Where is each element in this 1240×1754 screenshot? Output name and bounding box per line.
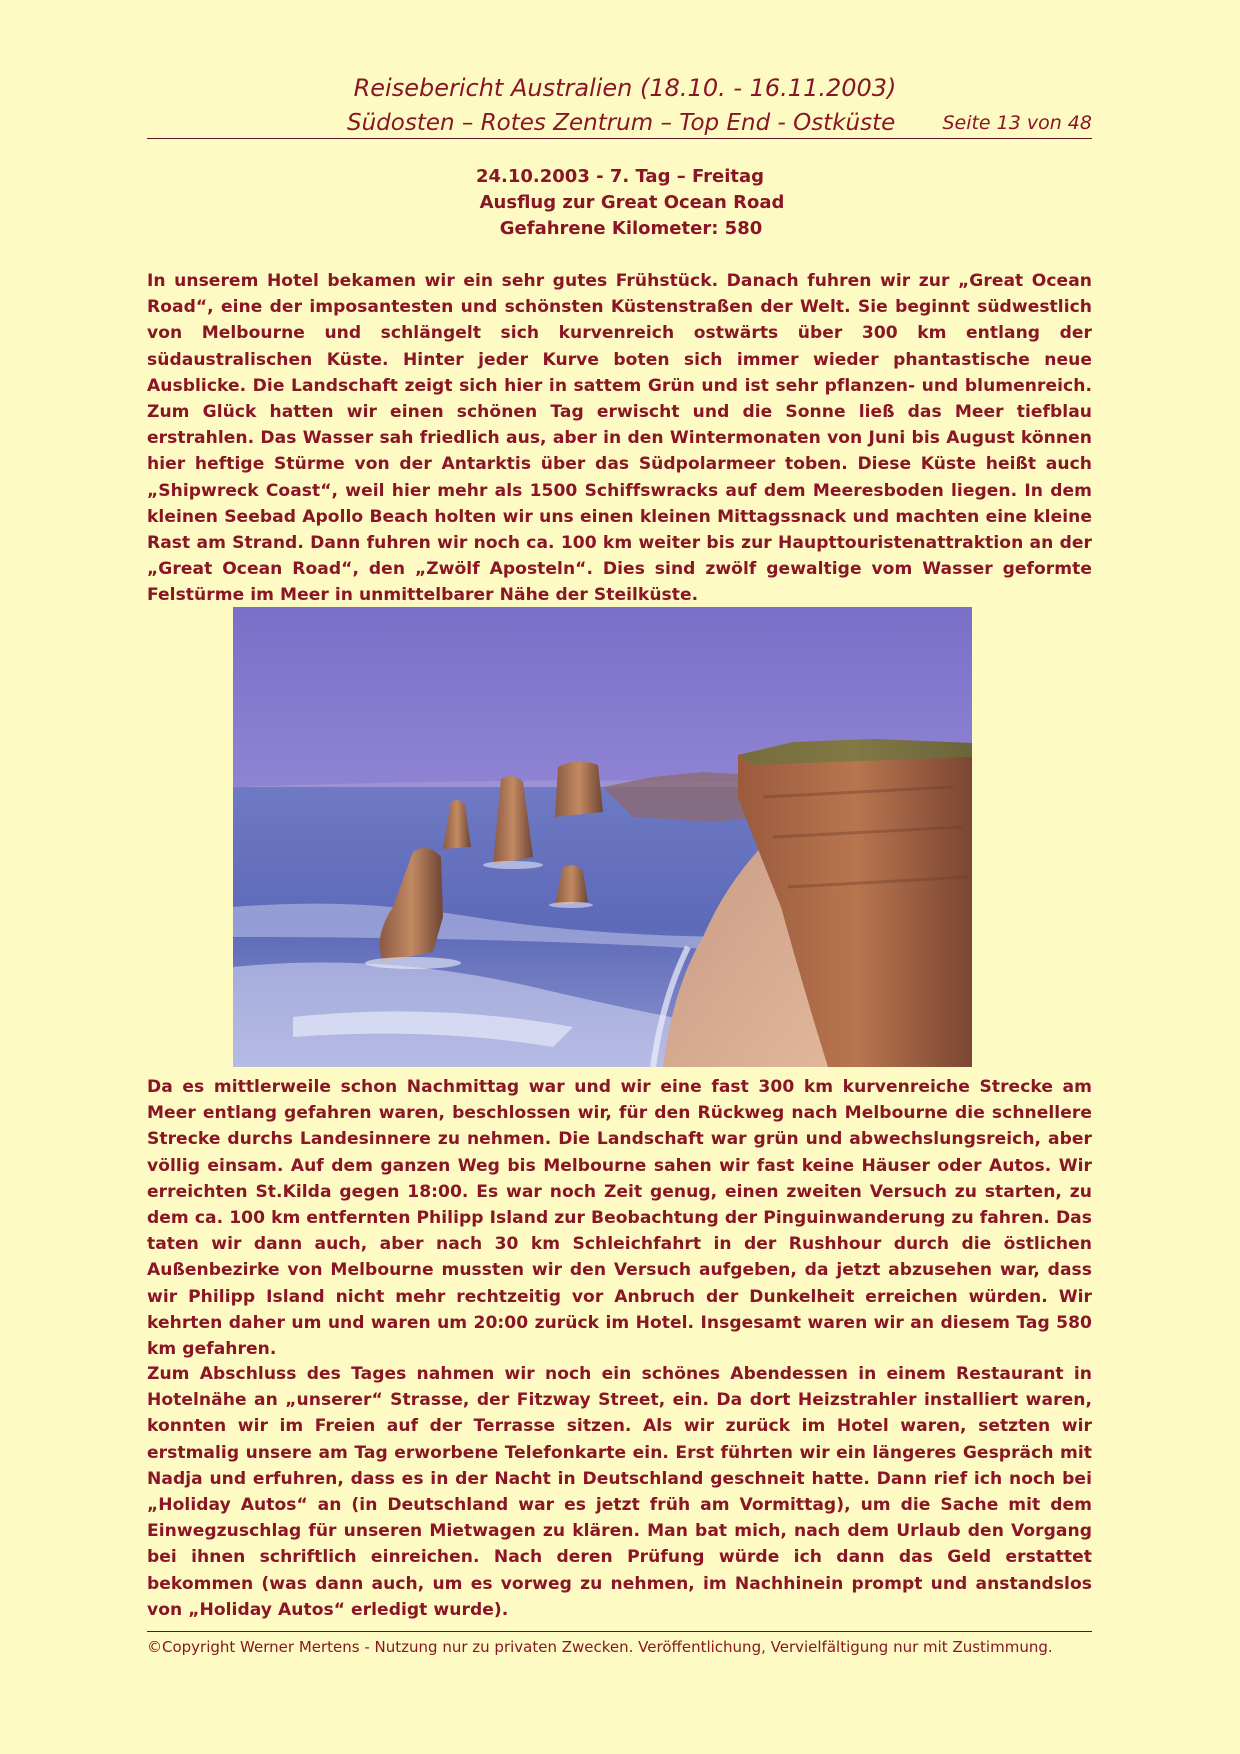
document-subtitle: Südosten – Rotes Zentrum – Top End - Ostküste <box>347 110 896 136</box>
document-title: Reisebericht Australien (18.10. - 16.11.2003) <box>353 74 897 102</box>
copyright-notice: ©Copyright Werner Mertens - Nutzung nur zu privaten Zwecken. Veröffentlichung, Vervielfältigung nur mit Zustimmung. <box>147 1638 1053 1656</box>
day-km-line: Gefahrene Kilometer: 580 <box>499 218 763 239</box>
paragraph-return-trip: Da es mittlerweile schon Nachmittag war und wir eine fast 300 km kurvenreiche Strecke am Meer entlang gefahren waren, beschlossen wir, für den Rückweg nach Melbourne die schnellere Strecke durchs Landesinnere zu nehmen. Die Landschaft war grün und abwechslungsreich, aber völlig einsam. Auf dem ganzen Weg bis Melbourne sahen wir fast keine Häuser oder Autos. Wir erreichten St.Kilda gegen 18:00. Es war noch Zeit genug, einen zweiten Versuch zu starten, zu dem ca. 100 km entfernten Philipp Island zur Beobachtung der Pinguinwanderung zu fahren. Das taten wir dann auch, aber nach 30 km Schleichfahrt in der Rushhour durch die östlichen Außenbezirke von Melbourne mussten wir den Versuch aufgeben, da jetzt abzusehen war, dass wir Philipp Island nicht mehr rechtzeitig vor Anbruch der Dunkelheit erreichen würden. Wir kehrten daher um und waren um 20:00 zurück im Hotel. Insgesamt waren wir an diesem Tag 580 km gefahren. <box>147 1077 1092 1360</box>
day-heading <box>0 164 1240 242</box>
paragraph-morning: In unserem Hotel bekamen wir ein sehr gutes Frühstück. Danach fuhren wir zur „Great Ocean Road“, eine der imposantesten und schönsten Küstenstraßen der Welt. Sie beginnt südwestlich von Melbourne und schlängelt sich kurvenreich ostwärts über 300 km entlang der südaustralischen Küste. Hinter jeder Kurve boten sich immer wieder phantastische neue Ausblicke. Die Landschaft zeigt sich hier in sattem Grün und ist sehr pflanzen- und blumenreich. Zum Glück hatten wir einen schönen Tag erwischt und die Sonne ließ das Meer tiefblau erstrahlen. Das Wasser sah friedlich aus, aber in den Wintermonaten von Juni bis August können hier heftige Stürme von der Antarktis über das Südpolarmeer toben. Diese Küste heißt auch „Shipwreck Coast“, weil hier mehr als 1500 Schiffswracks auf dem Meeresboden liegen. In dem kleinen Seebad Apollo Beach holten wir uns einen kleinen Mittagssnack und machten eine kleine Rast am Strand. Dann fuhren wir noch ca. 100 km weiter bis zur Haupttouristenattraktion an der „Great Ocean Road“, den „Zwölf Aposteln“. Dies sind zwölf gewaltige vom Wasser geformte Felstürme im Meer in unmittelbarer Nähe der Steilküste. <box>147 271 1092 606</box>
day-date-line: 24.10.2003 - 7. Tag – Freitag <box>475 166 765 187</box>
page-indicator: Seite 13 von 48 <box>942 112 1092 134</box>
footer-divider <box>147 1631 1092 1632</box>
day-excursion-line: Ausflug zur Great Ocean Road <box>479 192 785 213</box>
header-subtitle-row <box>147 108 1092 139</box>
twelve-apostles-photo <box>233 607 972 1067</box>
paragraph-evening: Zum Abschluss des Tages nahmen wir noch ein schönes Abendessen in einem Restaurant in Hotelnähe an „unserer“ Strasse, der Fitzway Street, ein. Da dort Heizstrahler installiert waren, konnten wir im Freien auf der Terrasse sitzen. Als wir zurück im Hotel waren, setzten wir erstmalig unsere am Tag erworbene Telefonkarte ein. Erst führten wir ein längeres Gespräch mit Nadja und erfuhren, dass es in der Nacht in Deutschland geschneit hatte. Dann rief ich noch bei „Holiday Autos“ an (in Deutschland war es jetzt früh am Vormittag), um die Sache mit dem Einwegzuschlag für unseren Mietwagen zu klären. Man bat mich, nach dem Urlaub den Vorgang bei ihnen schriftlich einreichen. Nach deren Prüfung würde ich dann das Geld erstattet bekommen (was dann auch, um es vorweg zu nehmen, im Nachhinein prompt und anstandslos von „Holiday Autos“ erledigt wurde). <box>147 1364 1092 1620</box>
